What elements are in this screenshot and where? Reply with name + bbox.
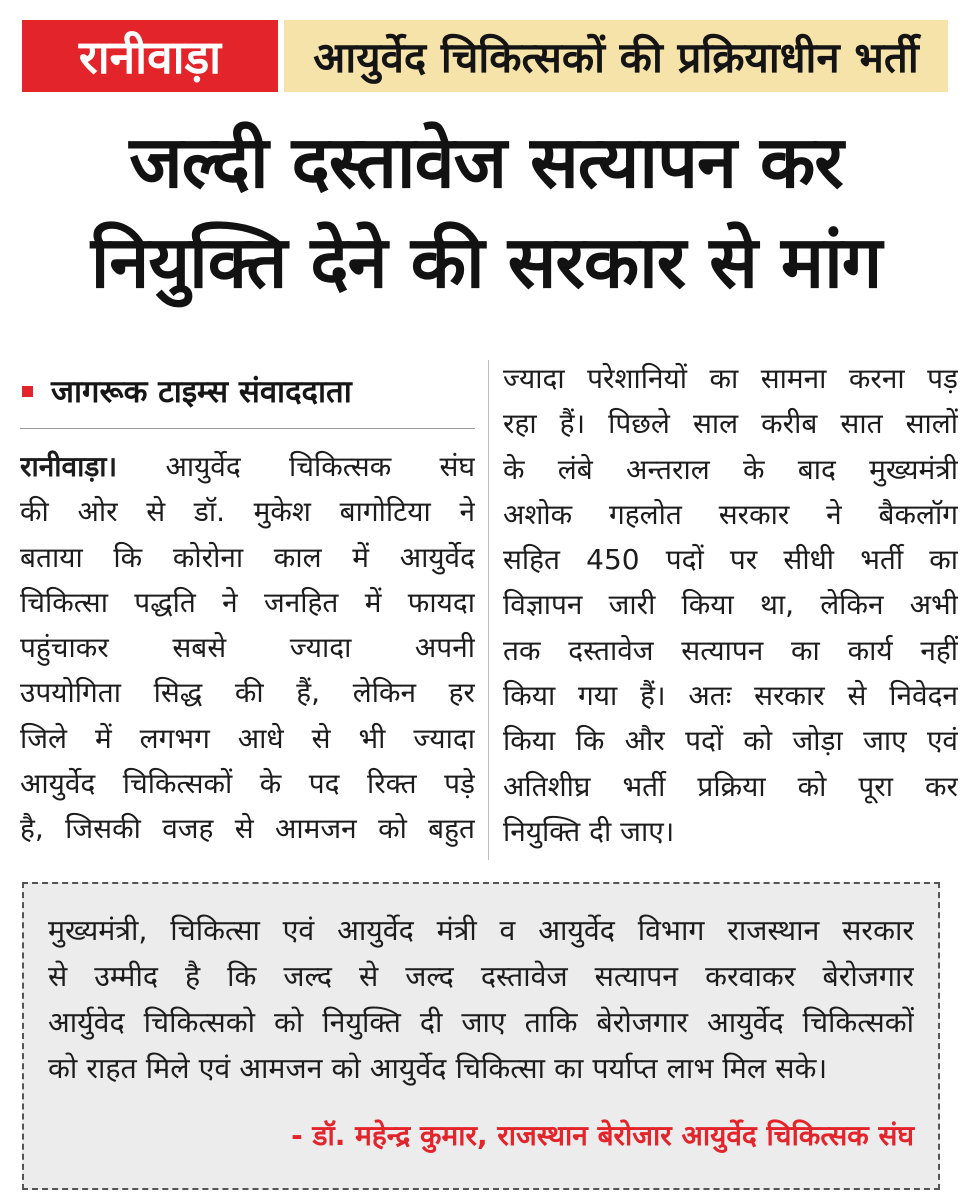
article-line: अशोक गहलोत सरकार ने बैकलॉग bbox=[503, 497, 958, 531]
header-bar bbox=[22, 12, 950, 92]
bullet-square-icon bbox=[22, 386, 33, 397]
quote-line: मुख्यमंत्री, चिकित्सा एवं आयुर्वेद मंत्री व आयुर्वेद विभाग राजस्थान सरकार bbox=[48, 914, 914, 947]
article-line: किया कि और पदों को जोड़ा जाए एवं bbox=[503, 724, 958, 758]
quote-attribution: - डॉ. महेन्द्र कुमार, राजस्थान बेरोजार आयुर्वेद चिकित्सक संघ bbox=[291, 1119, 914, 1152]
article-line: चिकित्सा पद्धति ने जनहित में फायदा bbox=[20, 585, 475, 619]
location-tag: रानीवाड़ा bbox=[22, 20, 278, 92]
article-line: उपयोगिता सिद्ध की हैं, लेकिन हर bbox=[20, 676, 475, 710]
headline-line-2: नियुक्ति देने की सरकार से मांग bbox=[90, 220, 882, 304]
article-line: किया गया हैं। अतः सरकार से निवेदन bbox=[503, 679, 958, 713]
quote-line: को राहत मिले एवं आमजन को आयुर्वेद चिकित्सा का पर्याप्त लाभ मिल सके। bbox=[48, 1052, 828, 1085]
article-line: नियुक्ति दी जाए। bbox=[503, 814, 675, 848]
article-line: विज्ञापन जारी किया था, लेकिन अभी bbox=[503, 588, 958, 622]
quote-box bbox=[22, 882, 940, 1190]
quote-line: आर्युवेद चिकित्सको को नियुक्ति दी जाए ताकि बेरोजगार आयुर्वेद चिकित्सकों bbox=[48, 1006, 914, 1039]
article-column-1 bbox=[20, 444, 475, 852]
article-line: की ओर से डॉ. मुकेश बागोटिया ने bbox=[20, 495, 475, 529]
byline bbox=[20, 368, 475, 414]
article-line: रहा हैं। पिछले साल करीब सात सालों bbox=[503, 407, 958, 441]
article-line: ज्यादा परेशानियों का सामना करना पड़ bbox=[503, 362, 958, 395]
article-line: है, जिसकी वजह से आमजन को बहुत bbox=[20, 812, 475, 846]
article-line: रानीवाड़ा। आयुर्वेद चिकित्सक संघ bbox=[20, 450, 475, 483]
byline-divider bbox=[20, 428, 475, 429]
article-line: बताया कि कोरोना काल में आयुर्वेद bbox=[20, 540, 475, 574]
article-line: सहित 450 पदों पर सीधी भर्ती का bbox=[503, 543, 958, 577]
article-line: के लंबे अन्तराल के बाद मुख्यमंत्री bbox=[503, 452, 958, 486]
article-line: जिले में लगभग आधे से भी ज्यादा bbox=[20, 721, 475, 755]
kicker-headline: आयुर्वेद चिकित्सकों की प्रक्रियाधीन भर्ती bbox=[284, 20, 948, 92]
article-column-2 bbox=[503, 356, 958, 854]
article-line: तक दस्तावेज सत्यापन का कार्य नहीं bbox=[503, 633, 958, 667]
dateline: रानीवाड़ा। bbox=[20, 450, 118, 483]
byline-text: जागरूक टाइम्स संवाददाता bbox=[51, 374, 352, 410]
column-divider bbox=[488, 360, 489, 860]
article-line: आयुर्वेद चिकित्सकों के पद रिक्त पड़े bbox=[20, 767, 475, 801]
article-line: पहुंचाकर सबसे ज्यादा अपनी bbox=[20, 631, 475, 665]
quote-line: से उम्मीद है कि जल्द से जल्द दस्तावेज सत्यापन करवाकर बेरोजगार bbox=[48, 960, 914, 993]
headline-line-1: जल्दी दस्तावेज सत्यापन कर bbox=[129, 120, 843, 204]
article-line: अतिशीघ्र भर्ती प्रक्रिया को पूरा कर bbox=[503, 769, 958, 803]
